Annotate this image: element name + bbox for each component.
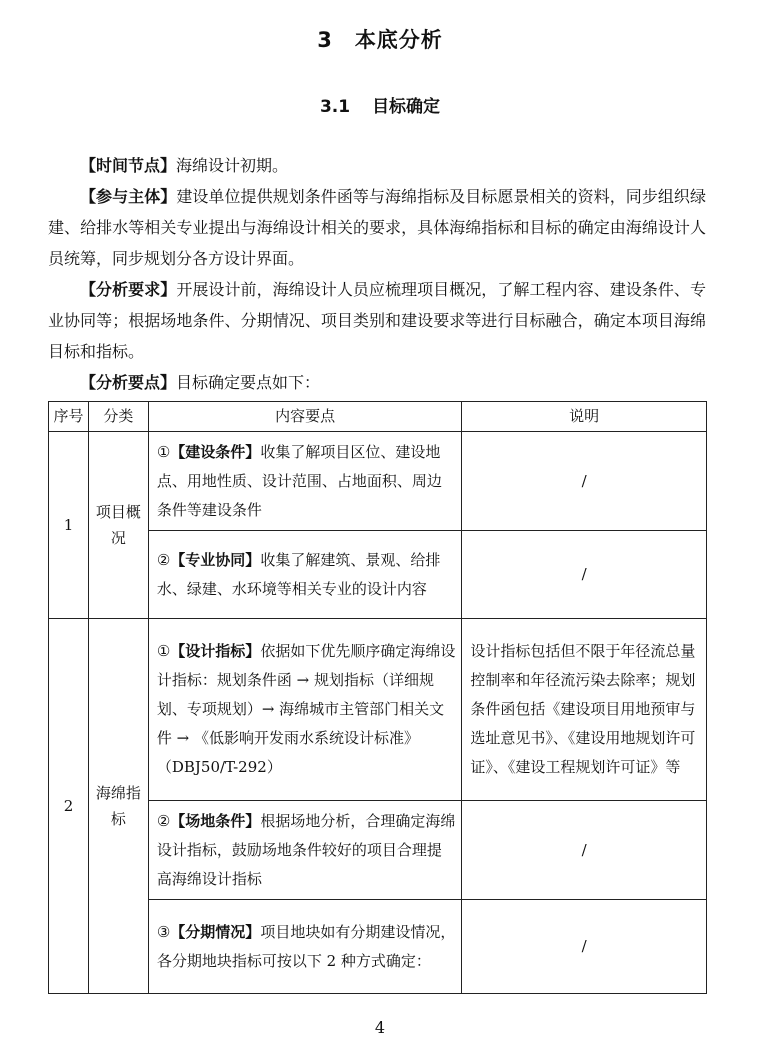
section-number: 3.1 <box>319 97 351 117</box>
content-cell <box>148 801 462 900</box>
chapter-title: 本底分析 <box>354 28 443 52</box>
paragraph-tag: 【分析要点】 <box>80 373 177 392</box>
table-header-row <box>49 402 707 432</box>
note-cell: / <box>462 900 707 994</box>
paragraph-key-points <box>48 367 706 398</box>
content-text: 依据如下优先顺序确定海绵设计指标：规划条件函 → 规划指标（详细规划、专项规划）→ 海绵城市主管部门相关文件 → 《低影响开发雨水系统设计标准》（DBJ50/T-292） <box>156 642 456 776</box>
content-tag: 【建设条件】 <box>170 442 261 461</box>
note-cell: / <box>462 432 707 531</box>
content-tag: 【场地条件】 <box>170 811 261 830</box>
chapter-heading <box>0 24 760 54</box>
note-cell: / <box>462 801 707 900</box>
paragraph-requirements <box>48 274 706 367</box>
circled-number: ② <box>156 811 171 830</box>
content-tag: 【专业协同】 <box>170 550 261 569</box>
content-text: 收集了解建筑、景观、给排水、绿建、水环境等相关专业的设计内容 <box>156 550 441 598</box>
content-text: 根据场地分析，合理确定海绵设计指标，鼓励场地条件较好的项目合理提高海绵设计指标 <box>156 811 456 888</box>
body-text <box>48 150 706 398</box>
header-no: 序号 <box>49 402 89 432</box>
paragraph-participants <box>48 181 706 274</box>
paragraph-text: 建设单位提供规划条件函等与海绵指标及目标愿景相关的资料，同步组织绿建、给排水等相关专业提出与海绵设计相关的要求，具体海绵指标和目标的确定由海绵设计人员统筹，同步规划分各方设计界面。 <box>48 187 706 268</box>
paragraph-tag: 【参与主体】 <box>80 187 177 206</box>
content-cell <box>148 531 462 619</box>
section-title: 目标确定 <box>372 97 441 117</box>
paragraph-tag: 【分析要求】 <box>80 280 177 299</box>
table-row <box>49 432 707 531</box>
circled-number: ① <box>156 442 171 461</box>
note-cell: 设计指标包括但不限于年径流总量控制率和年径流污染去除率；规划条件函包括《建设项目用地预审与选址意见书》、《建设用地规划许可证》、《建设工程规划许可证》等 <box>462 619 707 801</box>
paragraph-time-node <box>48 150 706 181</box>
row-number: 2 <box>49 619 89 994</box>
note-cell: / <box>462 531 707 619</box>
content-text: 项目地块如有分期建设情况，各分期地块指标可按以下 2 种方式确定： <box>156 922 456 970</box>
row-category: 项目概况 <box>88 432 148 619</box>
content-text: 收集了解项目区位、建设地点、用地性质、设计范围、占地面积、周边条件等建设条件 <box>156 442 442 519</box>
circled-number: ② <box>156 550 171 569</box>
circled-number: ③ <box>156 922 171 941</box>
header-note: 说明 <box>462 402 707 432</box>
header-content: 内容要点 <box>148 402 462 432</box>
content-tag: 【分期情况】 <box>170 922 261 941</box>
content-cell <box>148 900 462 994</box>
chapter-number: 3 <box>317 28 333 52</box>
row-number: 1 <box>49 432 89 619</box>
content-cell <box>148 619 462 801</box>
page-number: 4 <box>374 1018 386 1037</box>
table-row <box>49 619 707 801</box>
content-tag: 【设计指标】 <box>170 642 261 660</box>
paragraph-text: 海绵设计初期。 <box>176 156 289 175</box>
content-cell <box>148 432 462 531</box>
header-category: 分类 <box>88 402 148 432</box>
key-points-table <box>48 401 707 994</box>
paragraph-tag: 【时间节点】 <box>80 156 177 175</box>
paragraph-text: 目标确定要点如下： <box>176 373 321 392</box>
section-heading <box>0 92 760 117</box>
row-category: 海绵指标 <box>88 619 148 994</box>
paragraph-text: 开展设计前，海绵设计人员应梳理项目概况，了解工程内容、建设条件、专业协同等；根据场地条件、分期情况、项目类别和建设要求等进行目标融合，确定本项目海绵目标和指标。 <box>48 280 706 361</box>
circled-number: ① <box>156 642 171 660</box>
